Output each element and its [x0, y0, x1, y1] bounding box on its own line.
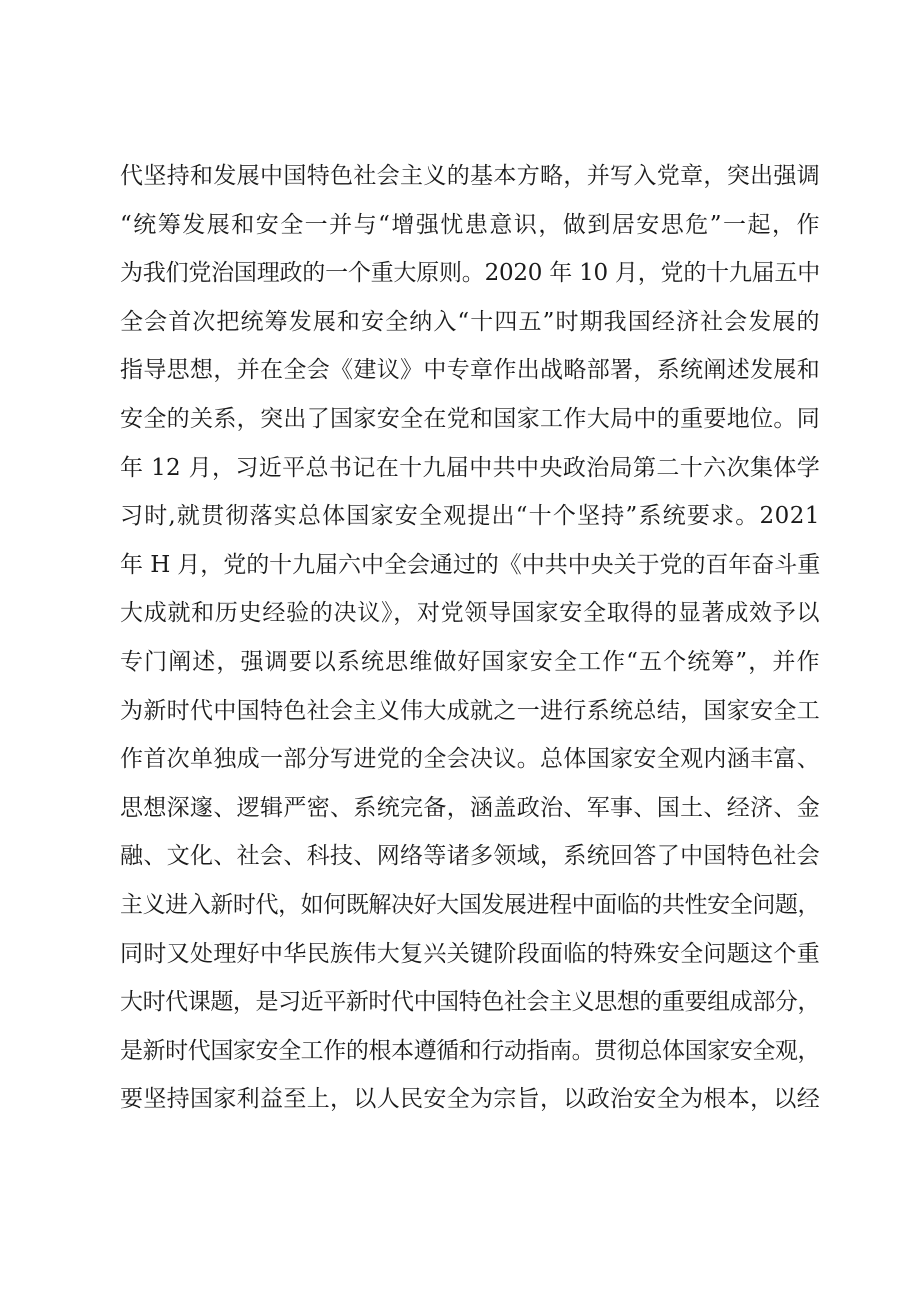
text-line: 全会首次把统筹发展和安全纳入“十四五”时期我国经济社会发展的 — [120, 308, 820, 335]
text-line: 专门阐述，强调要以系统思维做好国家安全工作“五个统筹”，并作 — [120, 648, 820, 675]
text-line: 同时又处理好中华民族伟大复兴关键阶段面临的特殊安全问题这个重 — [120, 940, 820, 967]
text-line: 要坚持国家利益至上，以人民安全为宗旨，以政治安全为根本，以经 — [120, 1086, 820, 1113]
text-line: 大时代课题，是习近平新时代中国特色社会主义思想的重要组成部分， — [120, 989, 820, 1016]
text-line: 大成就和历史经验的决议》，对党领导国家安全取得的显著成效予以 — [120, 600, 820, 627]
text-line: 年 12 月，习近平总书记在十九届中共中央政治局第二十六次集体学 — [120, 454, 820, 481]
text-line: 代坚持和发展中国特色社会主义的基本方略，并写入党章，突出强调 — [120, 163, 820, 189]
text-line: 年 H 月，党的十九届六中全会通过的《中共中央关于党的百年奋斗重 — [120, 551, 820, 578]
text-line: 主义进入新时代，如何既解决好大国发展进程中面临的共性安全问题， — [120, 891, 820, 918]
text-line: 为新时代中国特色社会主义伟大成就之一进行系统总结，国家安全工 — [120, 697, 820, 724]
text-line: 安全的关系，突出了国家安全在党和国家工作大局中的重要地位。同 — [120, 405, 820, 432]
text-line: “统筹发展和安全一并与“增强忧患意识，做到居安思危”一起，作 — [120, 211, 820, 238]
text-line: 为我们党治国理政的一个重大原则。2020 年 10 月，党的十九届五中 — [120, 260, 820, 287]
text-line: 习时,就贯彻落实总体国家安全观提出“十个坚持”系统要求。2021 — [120, 503, 820, 530]
text-line: 作首次单独成一部分写进党的全会决议。总体国家安全观内涵丰富、 — [120, 746, 820, 773]
body-text — [120, 152, 820, 1124]
text-line: 指导思想，并在全会《建议》中专章作出战略部署，系统阐述发展和 — [120, 357, 820, 384]
text-line: 思想深邃、逻辑严密、系统完备，涵盖政治、军事、国土、经济、金 — [120, 794, 820, 821]
text-line: 融、文化、社会、科技、网络等诸多领域，系统回答了中国特色社会 — [120, 843, 820, 870]
text-line: 是新时代国家安全工作的根本遵循和行动指南。贯彻总体国家安全观， — [120, 1037, 820, 1064]
